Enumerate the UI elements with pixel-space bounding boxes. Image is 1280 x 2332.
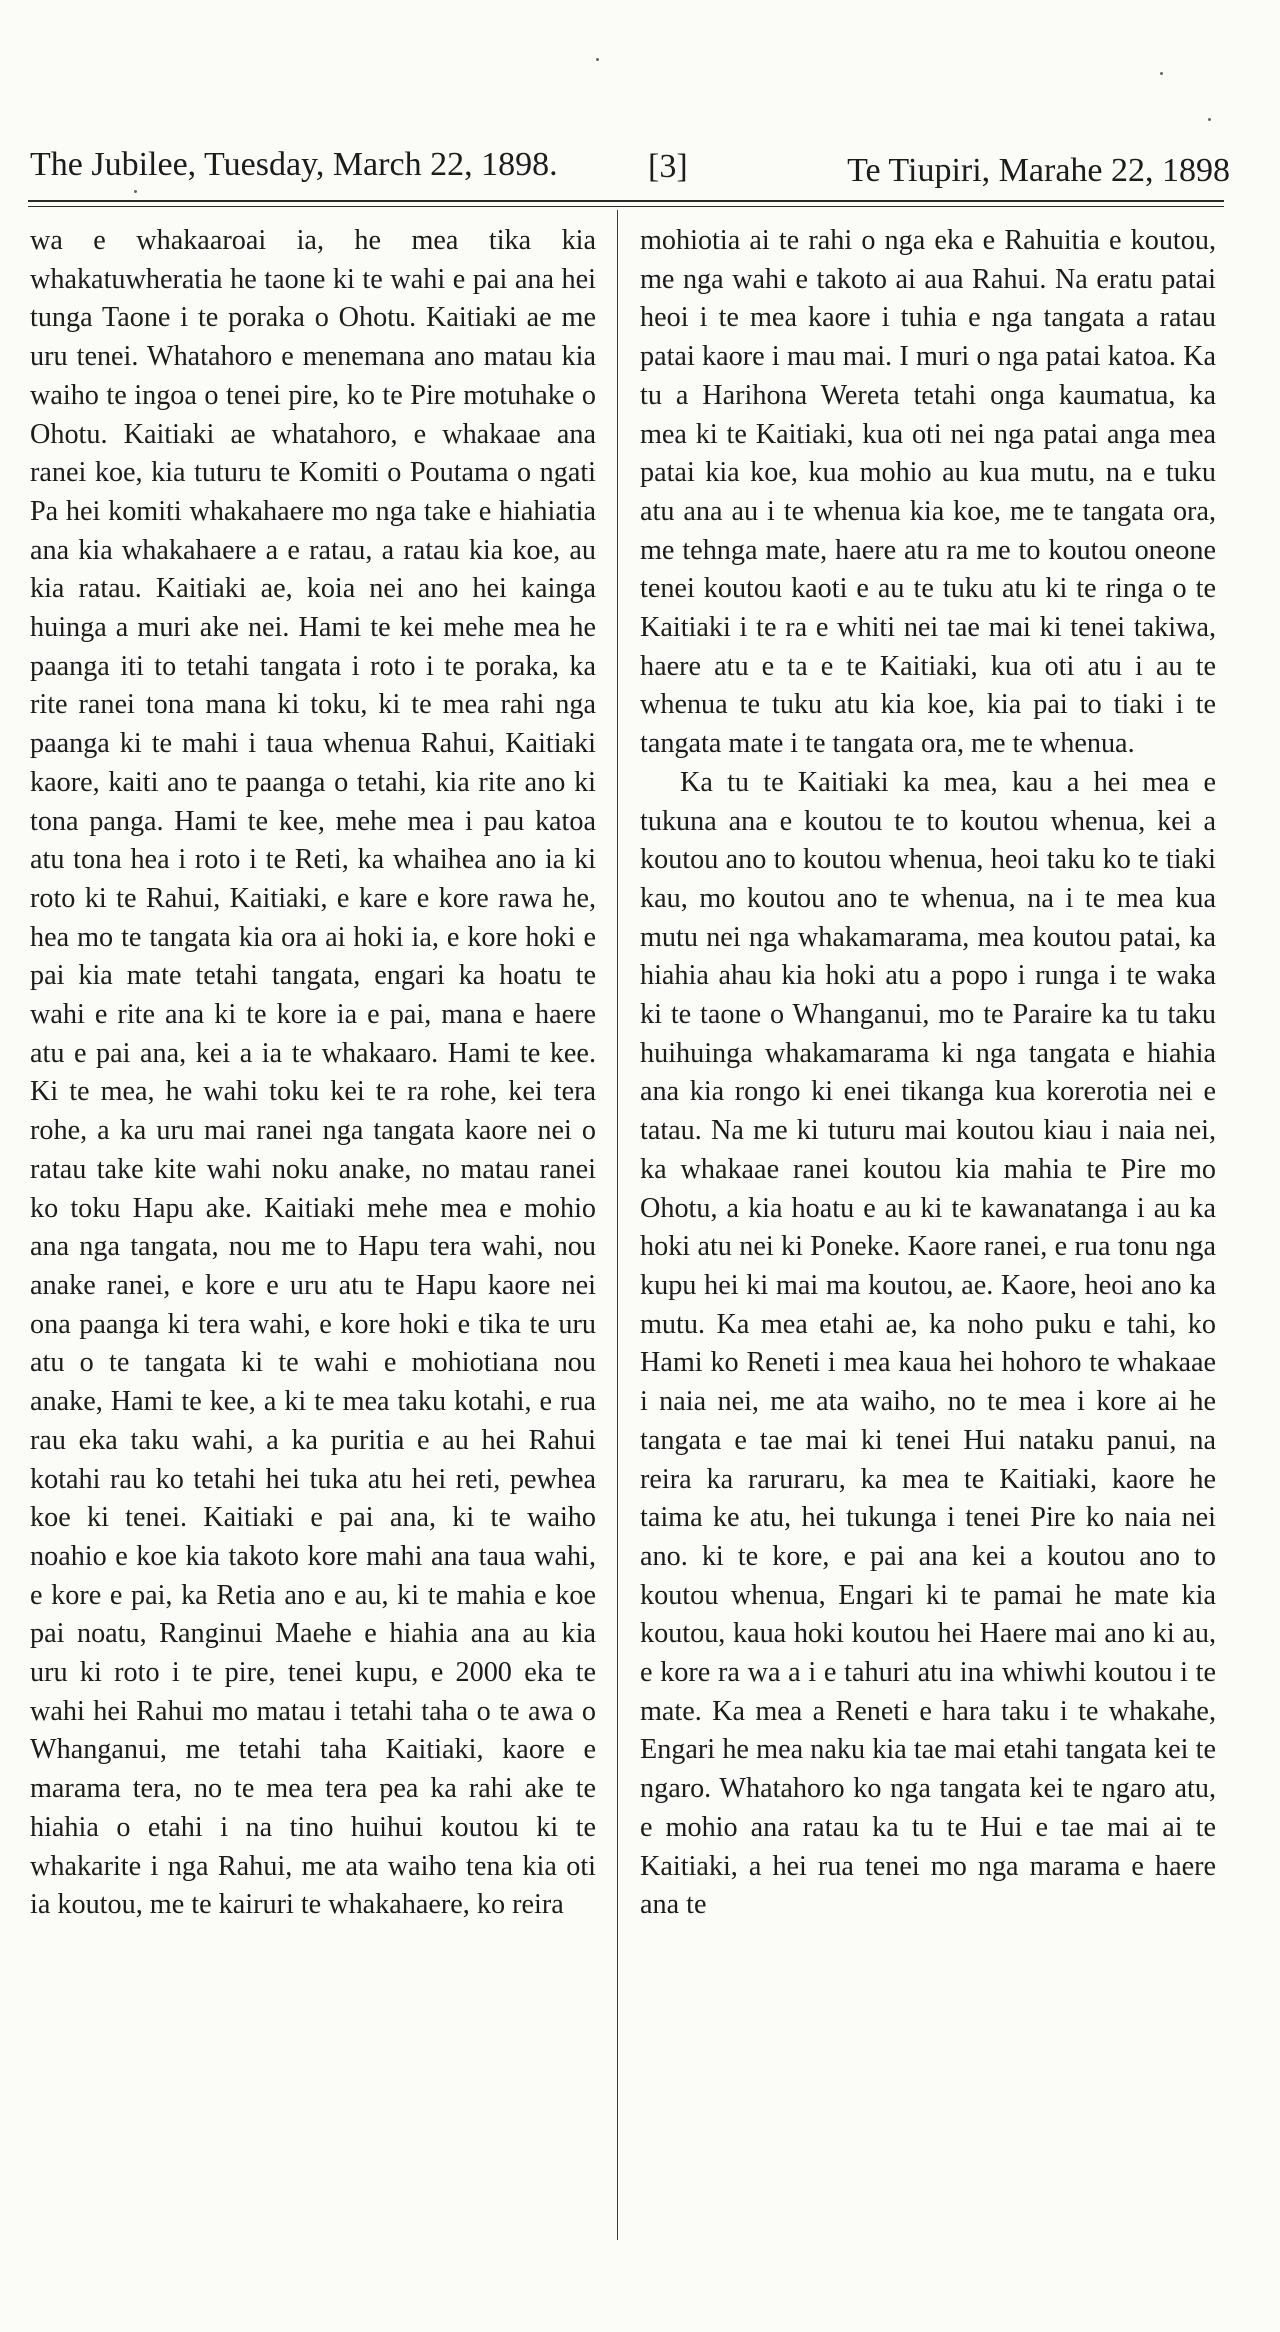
paper-speck [1160, 72, 1163, 75]
column-divider [617, 210, 618, 2240]
left-paragraph-1: wa e whakaaroai ia, he mea tika kia whakatuwheratia he taone ki te wahi e pai ana hei tunga Taone i te poraka o Ohotu. Kaitiaki ae me uru tenei. Whatahoro e menemana ano matau kia waiho te ingoa o tenei pire, ko te Pire motuhake o Ohotu. Kaitiaki ae whatahoro, e whakaae ana ranei koe, kia tuturu te Komiti o Poutama o ngati Pa hei komiti whakahaere mo nga take e hiahiatia ana kia whakahaere a e ratau, a ratau kia koe, au kia ratau. Kaitiaki ae, koia nei ano hei kainga huinga a muri ake nei. Hami te kei mehe mea he paanga iti to tetahi tangata i roto i te poraka, ka rite ranei tona mana ki toku, ki te mea rahi nga paanga ki te mahi i taua whenua Rahui, Kaitiaki kaore, kaiti ano te paanga o tetahi, kia rite ano ki tona panga. Hami te kee, mehe mea i pau katoa atu tona hea i roto i te Reti, ka whaihea ano ia ki roto ki te Rahui, Kaitiaki, e kare e kore rawa he, hea mo te tangata kia ora ai hoki ia, e kore hoki e pai kia mate tetahi tangata, engari ka hoatu te wahi e rite ana ki te kore ia e pai, mana e haere atu e pai ana, kei a ia te whakaaro. Hami te kee. Ki te mea, he wahi toku kei te ra rohe, kei tera rohe, a ka uru mai ranei nga tangata kaore nei o ratau take kite wahi noku anake, no matau ranei ko toku Hapu ake. Kaitiaki mehe mea e mohio ana nga tangata, nou me to Hapu tera wahi, nou anake ranei, e kore e uru atu te Hapu kaore nei ona paanga ki tera wahi, e kore hoki e tika te uru atu o te tangata ki te wahi e mohiotiana nou anake, Hami te kee, a ki te mea taku kotahi, e rua rau eka taku wahi, a ka puritia e au hei Rahui kotahi rau ko tetahi hei tuka atu hei reti, pewhea koe ki tenei. Kaitiaki e pai ana, ki te waiho noahio e koe kia takoto kore mahi ana taua wahi, e kore e pai, ka Retia ano e au, ki te mahia e koe pai noatu, Ranginui Maehe e hiahia ana au kia uru ki roto i te pire, tenei kupu, e 2000 eka te wahi hei Rahui mo matau i tetahi taha o te awa o Whanganui, me tetahi taha Kaitiaki, kaore e marama tera, no te mea tera pea ka rahi ake te hiahia o etahi i na tino huihui koutou ki te whakarite i nga Rahui, me ata waiho tena kia oti ia koutou, me te kairuri te whakahaere, ko reira [30, 225, 596, 1921]
right-column [640, 222, 1216, 1925]
paper-speck [1208, 118, 1211, 121]
header-rule [28, 200, 1224, 202]
right-paragraph-1: mohiotia ai te rahi o nga eka e Rahuitia e koutou, me nga wahi e takoto ai aua Rahui. Na eratu patai heoi i te mea kaore i tuhia e nga tangata a ratau patai kaore i mau mai. I muri o nga patai katoa. Ka tu a Harihona Wereta tetahi onga kaumatua, ka mea ki te Kaitiaki, kua oti nei nga patai anga mea patai kia koe, kua mohio au kua mutu, na e tuku atu ana au i te whenua kia koe, me te tangata ora, me tehnga mate, haere atu ra me to koutou oneone tenei koutou kaoti e au te tuku atu ki te ringa o te Kaitiaki i te ra e whiti nei tae mai ki tenei takiwa, haere atu e ta e te Kaitiaki, kua oti atu i au te whenua te tuku atu kia koe, kia pai to tiaki i te tangata mate i te tangata ora, me te whenua. [640, 225, 1216, 760]
right-paragraph-2: Ka tu te Kaitiaki ka mea, kau a hei mea e tukuna ana e koutou te to koutou whenua, kei a koutou ano to koutou whenua, heoi taku ko te tiaki kau, mo koutou ano te whenua, na i te mea kua mutu nei nga whakamarama, mea koutou patai, ka hiahia ahau kia hoki atu a popo i runga i te waka ki te taone o Whanganui, mo te Paraire ka tu taku huihuinga whakamarama ki nga tangata e hiahia ana kia rongo ki enei tikanga kua korerotia nei e tatau. Na me ki tuturu mai koutou kiau i naia nei, ka whakaae ranei koutou kia mahia te Pire mo Ohotu, a kia hoatu e au ki te kawanatanga i au ka hoki atu nei ki Poneke. Kaore ranei, e rua tonu nga kupu hei ki mai ma koutou, ae. Kaore, heoi ano ka mutu. Ka mea etahi ae, ka noho puku e tahi, ko Hami ko Reneti i mea kaua hei hohoro te whakaae i naia nei, me ata waiho, no te mea i kore ai he tangata e tae mai ki tenei Hui nataku panui, na reira ka raruraru, ka mea te Kaitiaki, kaore he taima ke atu, hei tukunga i tenei Pire ko naia nei ano. ki te kore, e pai ana kei a koutou ano to koutou whenua, Engari ki te pamai he mate kia koutou, kaua hoki koutou hei Haere mai ano ki au, e kore ra wa a i e tahuri atu ina whiwhi koutou i te mate. Ka mea a Reneti e hara taku i te whakahe, Engari he mea naku kia tae mai etahi tangata kei te ngaro. Whatahoro ko nga tangata kei te ngaro atu, e mohio ana ratau ka tu te Hui e tae mai ai te Kaitiaki, a hei rua tenei mo nga marama e haere ana te [640, 766, 1216, 1921]
header-rule-thin [28, 206, 1224, 207]
header-maori-date: Te Tiupiri, Marahe 22, 1898 [847, 152, 1230, 189]
running-header [30, 146, 1230, 196]
page-number: [3] [648, 148, 688, 185]
paper-speck [596, 58, 599, 61]
left-column [30, 222, 596, 1925]
header-english-date: The Jubilee, Tuesday, March 22, 1898. [30, 146, 558, 183]
